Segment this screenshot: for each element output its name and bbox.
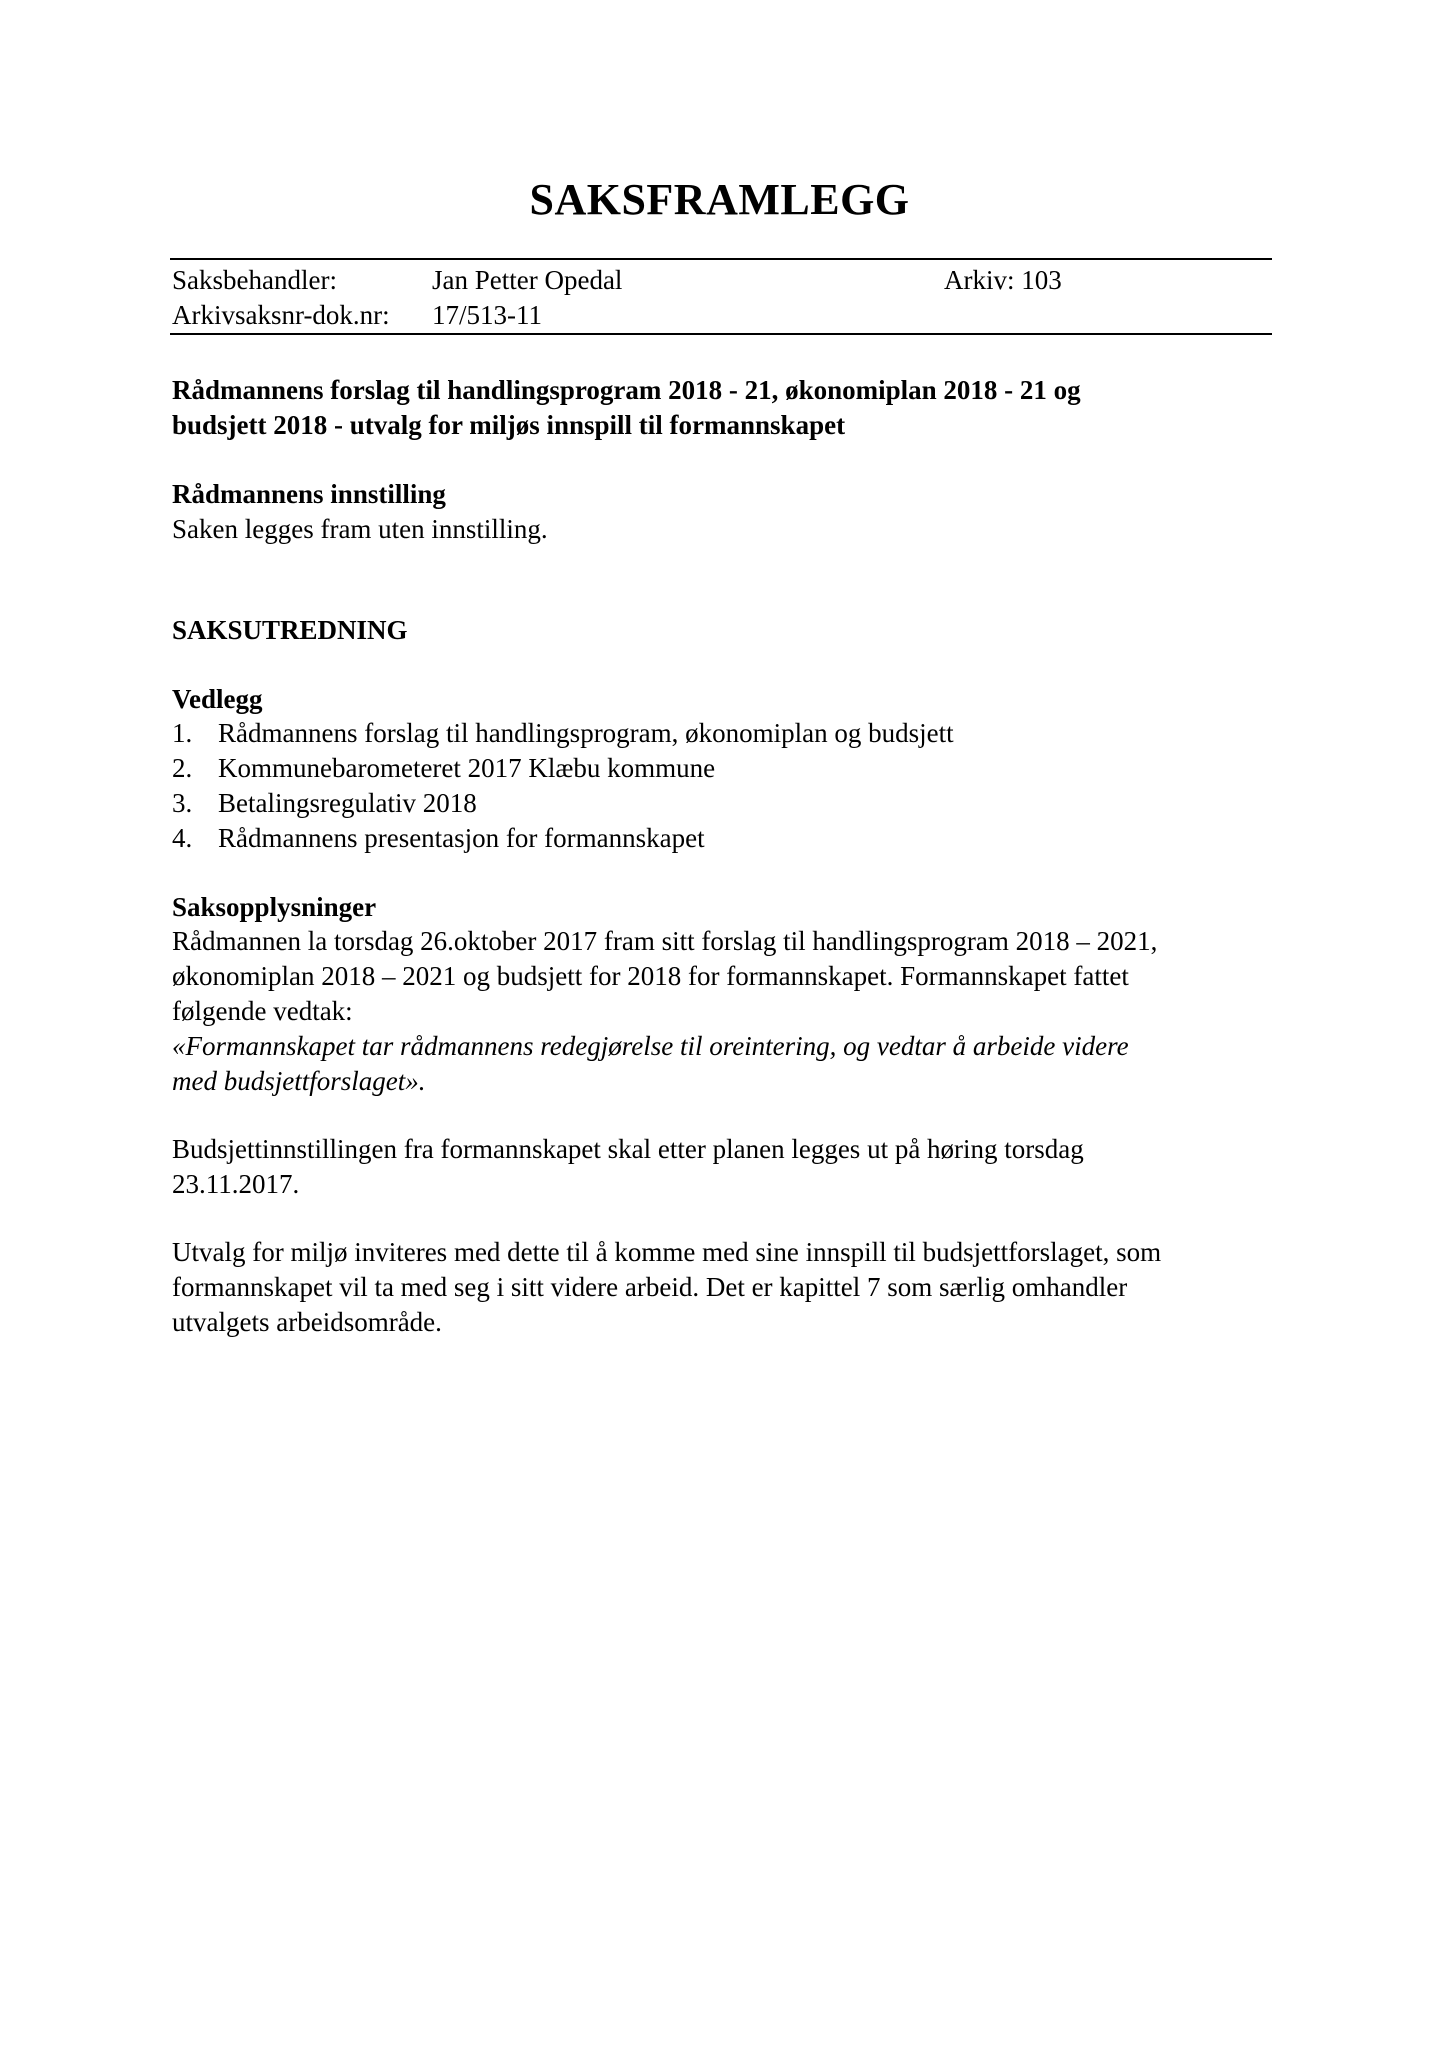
innstilling-text: Saken legges fram uten innstilling. — [172, 514, 548, 544]
case-title-line-1: Rådmannens forslag til handlingsprogram 2018 - 21, økonomiplan 2018 - 21 og — [172, 375, 1081, 405]
header-top-rule — [170, 258, 1272, 260]
paragraph-3-line: Utvalg for miljø inviteres med dette til å komme med sine innspill til budsjettforslaget, som — [172, 1237, 1162, 1267]
saksopplysninger-heading: Saksopplysninger — [172, 892, 377, 922]
paragraph-1-line: Rådmannen la torsdag 26.oktober 2017 fram sitt forslag til handlingsprogram 2018 – 2021, — [172, 926, 1158, 956]
case-title-line-2: budsjett 2018 - utvalg for miljøs innspill til formannskapet — [172, 410, 846, 440]
document-title: SAKSFRAMLEGG — [529, 175, 910, 224]
paragraph-2-line: 23.11.2017. — [172, 1169, 300, 1199]
saksbehandler-value: Jan Petter Opedal — [432, 265, 623, 295]
quote-line: med budsjettforslaget». — [172, 1066, 426, 1096]
paragraph-2-line: Budsjettinnstillingen fra formannskapet skal etter planen legges ut på høring torsdag — [172, 1134, 1084, 1164]
paragraph-1-line: følgende vedtak: — [172, 996, 353, 1026]
vedlegg-item-number: 1. — [172, 718, 193, 748]
vedlegg-item-text: Betalingsregulativ 2018 — [218, 788, 477, 818]
quote-line: «Formannskapet tar rådmannens redegjørelse til oreintering, og vedtar å arbeide videre — [172, 1031, 1129, 1061]
saksbehandler-label: Saksbehandler: — [172, 265, 337, 295]
vedlegg-item-number: 3. — [172, 788, 193, 818]
vedlegg-heading: Vedlegg — [172, 684, 263, 714]
arkivsaksnr-value: 17/513-11 — [432, 300, 542, 330]
paragraph-1-line: økonomiplan 2018 – 2021 og budsjett for 2018 for formannskapet. Formannskapet fattet — [172, 961, 1129, 991]
saksutredning-heading: SAKSUTREDNING — [172, 615, 408, 645]
header-bottom-rule — [170, 333, 1272, 335]
vedlegg-item-number: 2. — [172, 753, 193, 783]
vedlegg-item-text: Kommunebarometeret 2017 Klæbu kommune — [218, 753, 716, 783]
arkiv-value: Arkiv: 103 — [944, 265, 1062, 295]
vedlegg-item-number: 4. — [172, 823, 193, 853]
paragraph-3-line: utvalgets arbeidsområde. — [172, 1307, 442, 1337]
paragraph-3-line: formannskapet vil ta med seg i sitt videre arbeid. Det er kapittel 7 som særlig omhandler — [172, 1272, 1128, 1302]
vedlegg-item-text: Rådmannens forslag til handlingsprogram, økonomiplan og budsjett — [218, 718, 954, 748]
arkivsaksnr-label: Arkivsaksnr-dok.nr: — [172, 300, 390, 330]
innstilling-heading: Rådmannens innstilling — [172, 479, 446, 509]
vedlegg-item-text: Rådmannens presentasjon for formannskapet — [218, 823, 705, 853]
